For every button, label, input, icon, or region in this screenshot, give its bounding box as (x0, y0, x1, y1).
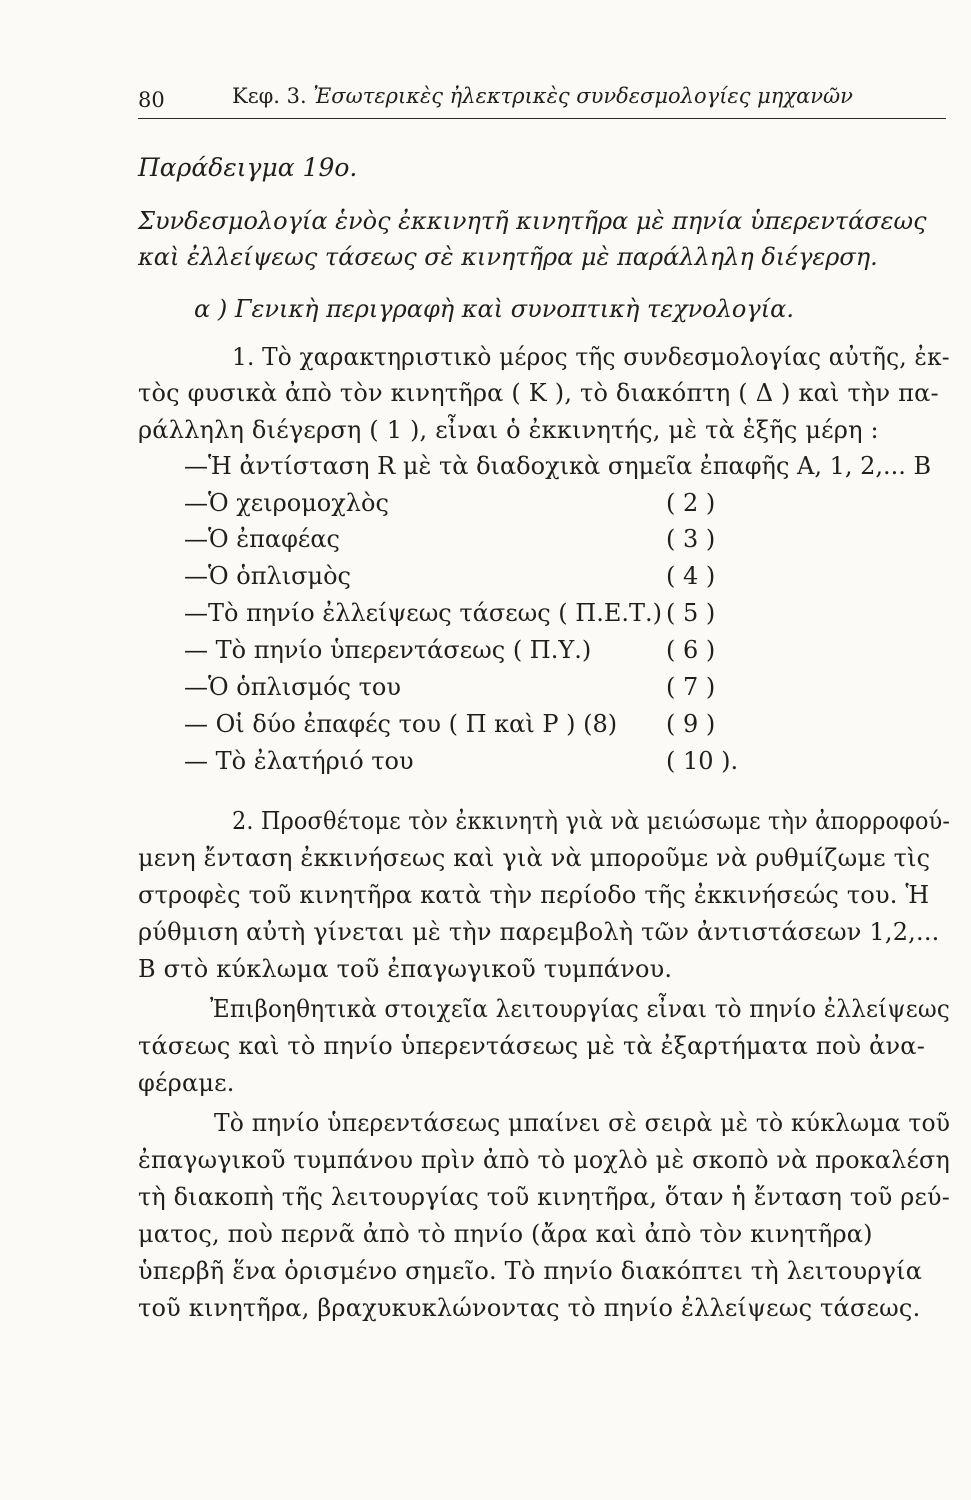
section-heading: α ) Γενικὴ περιγραφὴ καὶ συνοπτικὴ τεχνολογία. (194, 295, 794, 323)
paragraph-3-line-3: φέραμε. (138, 1069, 235, 1097)
part-number-undervoltage-coil: ( 5 ) (666, 599, 716, 627)
page-header (138, 80, 950, 110)
paragraph-3-line-2: τάσεως καὶ τὸ πηνίο ὑπερεντάσεως μὲ τὰ ἐξαρτήματα ποὺ ἀνα- (138, 1032, 926, 1060)
part-number-contacts: ( 9 ) (666, 710, 716, 738)
part-item-resistance: —Ἡ ἀντίσταση R μὲ τὰ διαδοχικὰ σημεῖα ἐπαφῆς Α, 1, 2,... Β (184, 452, 932, 480)
part-number-lever: ( 2 ) (666, 489, 716, 517)
paragraph-2-line-1: 2. Προσθέτομε τὸν ἐκκινητὴ γιὰ νὰ μειώσωμε τὴν ἀπορροφού- (232, 807, 951, 835)
part-number-spring: ( 10 ). (666, 747, 739, 775)
paragraph-2-line-2: μενη ἔνταση ἐκκινήσεως καὶ γιὰ νὰ μποροῦμε νὰ ρυθμίζωμε τὶς (138, 844, 931, 872)
part-number-armature: ( 4 ) (666, 562, 716, 590)
part-number-coil-armature: ( 7 ) (666, 673, 716, 701)
paragraph-2-line-4: ρύθμιση αὐτὴ γίνεται μὲ τὴν παρεμβολὴ τῶν ἀντιστάσεων 1,2,... (138, 918, 940, 946)
chapter-label: Κεφ. 3. (232, 84, 307, 108)
part-item-contactor: —Ὁ ἐπαφέας (184, 525, 340, 553)
paragraph-4-line-1: Τὸ πηνίο ὑπερεντάσεως μπαίνει σὲ σειρὰ μὲ τὸ κύκλωμα τοῦ (214, 1109, 951, 1137)
example-subtitle-line-2: καὶ ἐλλείψεως τάσεως σὲ κινητῆρα μὲ παράλληλη διέγερση. (138, 243, 878, 271)
example-subtitle-line-1: Συνδεσμολογία ἑνὸς ἐκκινητῆ κινητῆρα μὲ πηνία ὑπερεντάσεως (138, 207, 927, 235)
part-item-lever: —Ὁ χειρομοχλὸς (184, 489, 389, 517)
chapter-title: Ἐσωτερικὲς ἠλεκτρικὲς συνδεσμολογίες μηχανῶν (313, 84, 853, 108)
paragraph-4-line-5: ὑπερβῆ ἕνα ὁρισμένο σημεῖο. Τὸ πηνίο διακόπτει τὴ λειτουργία (138, 1257, 923, 1285)
part-item-overcurrent-coil: — Τὸ πηνίο ὑπερεντάσεως ( Π.Υ.) (184, 636, 592, 664)
paragraph-3-line-1: Ἐπιβοηθητικὰ στοιχεῖα λειτουργίας εἶναι τὸ πηνίο ἐλλείψεως (210, 995, 951, 1023)
paragraph-2-line-5: Β στὸ κύκλωμα τοῦ ἐπαγωγικοῦ τυμπάνου. (138, 955, 673, 983)
part-number-overcurrent-coil: ( 6 ) (666, 636, 716, 664)
header-rule (138, 118, 946, 119)
part-item-contacts: — Οἱ δύο ἐπαφές του ( Π καὶ Ρ ) (8) (184, 710, 618, 738)
part-item-undervoltage-coil: —Τὸ πηνίο ἐλλείψεως τάσεως ( Π.Ε.Τ.) (184, 599, 662, 627)
part-item-spring: — Τὸ ἐλατήριό του (184, 747, 414, 775)
paragraph-4-line-3: τὴ διακοπὴ τῆς λειτουργίας τοῦ κινητῆρα, ὅταν ἡ ἔνταση τοῦ ρεύ- (138, 1183, 950, 1211)
running-title (232, 84, 853, 108)
example-title: Παράδειγμα 19ο. (138, 153, 358, 182)
page-number: 80 (138, 88, 165, 112)
paragraph-2-line-3: στροφὲς τοῦ κινητῆρα κατὰ τὴν περίοδο τῆς ἐκκινήσεώς του. Ἡ (138, 881, 930, 909)
paragraph-4-line-4: ματος, ποὺ περνᾶ ἀπὸ τὸ πηνίο (ἄρα καὶ ἀπὸ τὸν κινητῆρα) (138, 1220, 873, 1248)
part-item-coil-armature: —Ὁ ὁπλισμός του (184, 673, 401, 701)
paragraph-1-line-1: 1. Τὸ χαρακτηριστικὸ μέρος τῆς συνδεσμολογίας αὐτῆς, ἐκ- (232, 343, 950, 371)
part-number-contactor: ( 3 ) (666, 525, 716, 553)
part-item-armature: —Ὁ ὁπλισμὸς (184, 562, 351, 590)
paragraph-4-line-2: ἐπαγωγικοῦ τυμπάνου πρὶν ἀπὸ τὸ μοχλὸ μὲ σκοπὸ νὰ προκαλέση (138, 1146, 950, 1174)
paragraph-1-line-3: ράλληλη διέγερση ( 1 ), εἶναι ὁ ἐκκινητής, μὲ τὰ ἑξῆς μέρη : (138, 416, 879, 444)
paragraph-1-line-2: τὸς φυσικὰ ἀπὸ τὸν κινητῆρα ( Κ ), τὸ διακόπτη ( Δ ) καὶ τὴν πα- (138, 379, 939, 407)
paragraph-4-line-6: τοῦ κινητῆρα, βραχυκυκλώνοντας τὸ πηνίο ἐλλείψεως τάσεως. (138, 1294, 921, 1322)
